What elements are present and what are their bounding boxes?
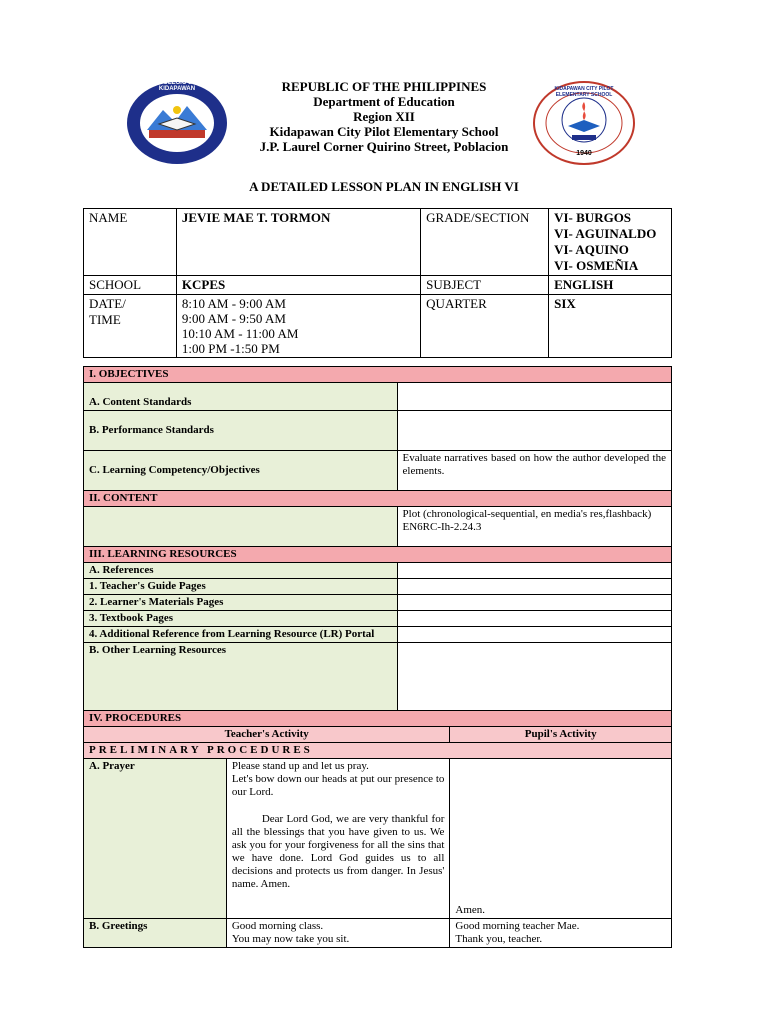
grade-section-label: GRADE/SECTION [421,209,549,276]
greeting-line: Good morning class. [231,920,324,932]
section-item: VI- BURGOS [554,210,632,225]
subject-label: SUBJECT [421,276,549,295]
prayer-teacher-text [226,759,450,919]
date-time-label [84,295,177,358]
document-title: A DETAILED LESSON PLAN IN ENGLISH VI [249,179,519,194]
left-logo-year: 2002 [169,146,185,153]
greeting-line: You may now take you sit. [231,933,350,945]
content-topic: Plot (chronological-sequential, en media's res,flashback) [402,508,652,520]
lm-pages-value [397,595,671,611]
textbook-pages-label: 3. Textbook Pages [84,611,398,627]
content-label-cell [84,507,398,547]
objectives-heading: I. OBJECTIVES [84,367,672,383]
pupil-activity-header: Pupil's Activity [450,727,672,743]
header-department: Department of Education [313,94,455,109]
time-label: TIME [89,312,121,327]
lm-pages-label: 2. Learner's Materials Pages [84,595,398,611]
name-value: JEVIE MAE T. TORMON [176,209,420,276]
other-resources-value [397,643,671,711]
section-item: VI- AGUINALDO [554,226,657,241]
subject-value: ENGLISH [549,276,672,295]
additional-ref-value [397,627,671,643]
time-slot: 10:10 AM - 11:00 AM [181,326,299,341]
school-label: SCHOOL [84,276,177,295]
time-slot: 8:10 AM - 9:00 AM [181,296,286,311]
quarter-value: SIX [549,295,672,358]
lesson-plan-table [83,366,672,948]
time-slot: 9:00 AM - 9:50 AM [181,311,286,326]
right-logo-year: 1940 [576,150,592,157]
tg-pages-label: 1. Teacher's Guide Pages [84,579,398,595]
time-slot: 1:00 PM -1:50 PM [181,341,280,356]
performance-standards-value [397,411,671,451]
time-values [176,295,420,358]
left-logo-caption: COLEGIO de KIDAPAWAN [158,80,196,92]
additional-ref-label: 4. Additional Reference from Learning Resource (LR) Portal [84,627,398,643]
content-standards-value [397,383,671,411]
header-region: Region XII [353,109,415,124]
name-label: NAME [84,209,177,276]
section-item: VI- AQUINO [554,242,629,257]
content-standards-label: A. Content Standards [84,383,398,411]
greeting-response: Thank you, teacher. [455,933,543,945]
procedures-heading: IV. PROCEDURES [84,711,672,727]
header-address: J.P. Laurel Corner Quirino Street, Poblacion [259,139,509,154]
prayer-intro: Please stand up and let us pray. [231,760,369,772]
right-logo-caption: KIDAPAWAN CITY PILOT ELEMENTARY SCHOOL [554,86,614,98]
references-label: A. References [84,563,398,579]
competency-value: Evaluate narratives based on how the author developed the elements. [397,451,671,491]
references-value [397,563,671,579]
quarter-label: QUARTER [421,295,549,358]
section-item: VI- OSMEÑIA [554,258,639,273]
prayer-label: A. Prayer [84,759,227,919]
greetings-pupil-text [450,919,672,948]
textbook-pages-value [397,611,671,627]
tg-pages-value [397,579,671,595]
header-republic: REPUBLIC OF THE PHILIPPINES [281,79,487,94]
preliminary-procedures-heading: PRELIMINARY PROCEDURES [84,743,672,759]
date-label: DATE/ [89,296,126,311]
other-resources-label: B. Other Learning Resources [84,643,398,711]
greetings-teacher-text [226,919,450,948]
greetings-label: B. Greetings [84,919,227,948]
greeting-response: Good morning teacher Mae. [455,920,580,932]
grade-section-values [549,209,672,276]
content-code: EN6RC-Ih-2.24.3 [402,521,482,533]
competency-label: C. Learning Competency/Objectives [84,451,398,491]
prayer-body: Dear Lord God, we are very thankful for all the blessings that you have given to us. We ask you for your forgiveness for all the sins that we have done. Lord God guides us to all decisions and protects us from danger. In Jesus' name. Amen. [231,813,445,890]
content-heading: II. CONTENT [84,491,672,507]
teacher-activity-header: Teacher's Activity [84,727,450,743]
prayer-pupil-text: Amen. [450,759,672,919]
teacher-info-table [83,208,672,358]
prayer-instruction: Let's bow down our heads at put our presence to our Lord. [231,773,445,798]
resources-heading: III. LEARNING RESOURCES [84,547,672,563]
content-value [397,507,671,547]
header-school: Kidapawan City Pilot Elementary School [269,124,499,139]
school-value: KCPES [176,276,420,295]
performance-standards-label: B. Performance Standards [84,411,398,451]
